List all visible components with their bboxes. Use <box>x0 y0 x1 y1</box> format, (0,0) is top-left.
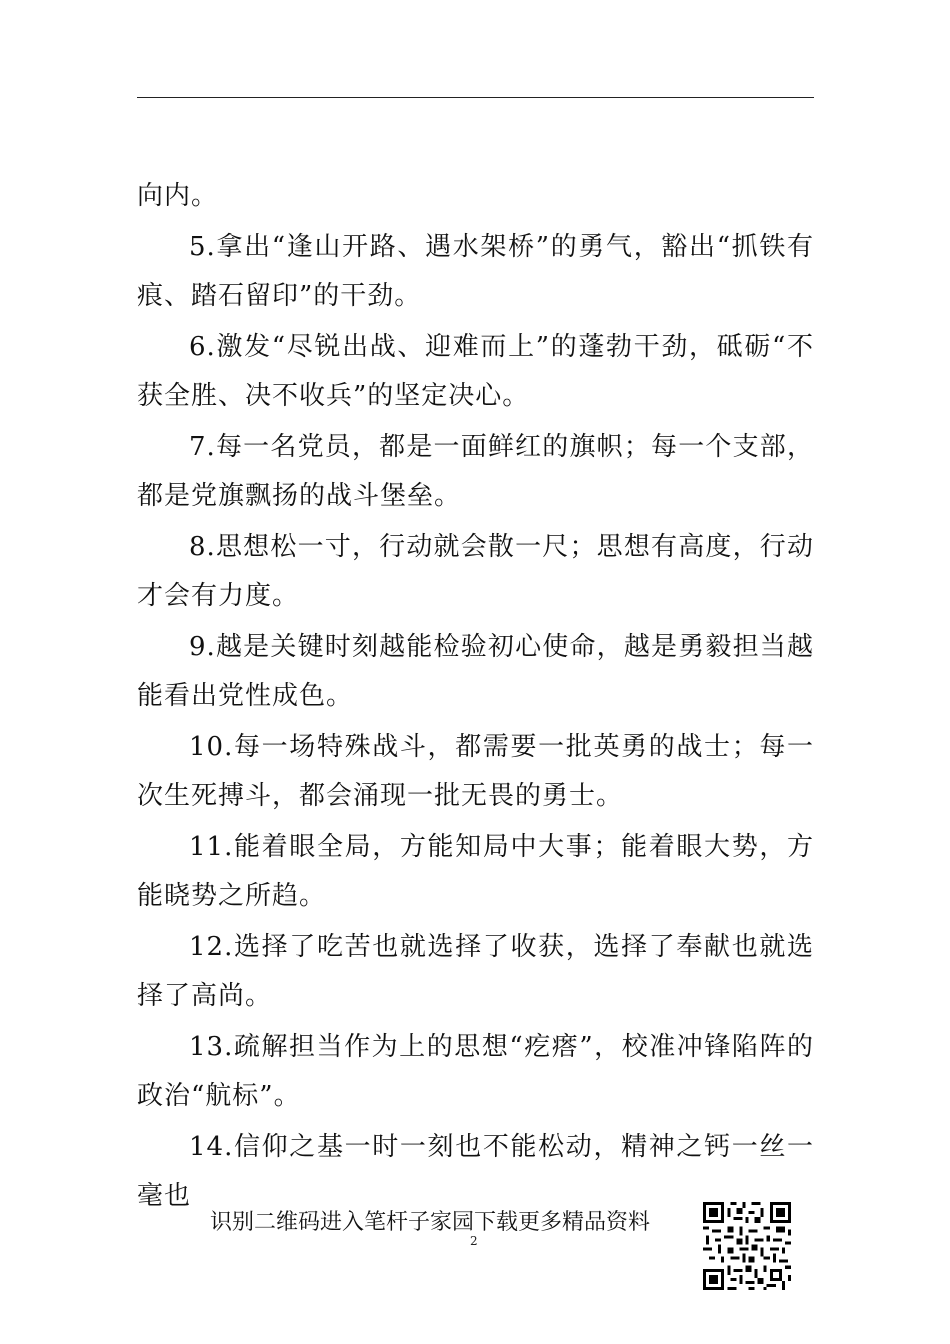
header-rule <box>137 97 814 98</box>
paragraph-10: 10.每一场特殊战斗，都需要一批英勇的战士；每一次生死搏斗，都会涌现一批无畏的勇士。 <box>137 732 814 811</box>
qr-code-icon <box>703 1202 791 1290</box>
paragraph-12: 12.选择了吃苦也就选择了收获，选择了奉献也就选择了高尚。 <box>137 932 814 1011</box>
paragraph-5: 5.拿出“逢山开路、遇水架桥”的勇气，豁出“抓铁有痕、踏石留印”的干劲。 <box>137 232 814 311</box>
document-body <box>137 172 814 1223</box>
page-number: 2 <box>470 1234 478 1248</box>
paragraph-9: 9.越是关键时刻越能检验初心使命，越是勇毅担当越能看出党性成色。 <box>137 632 814 711</box>
paragraph-13: 13.疏解担当作为上的思想“疙瘩”，校准冲锋陷阵的政治“航标”。 <box>137 1032 814 1111</box>
paragraph-7: 7.每一名党员，都是一面鲜红的旗帜；每一个支部，都是党旗飘扬的战斗堡垒。 <box>137 432 814 511</box>
paragraph-8: 8.思想松一寸，行动就会散一尺；思想有高度，行动才会有力度。 <box>137 532 814 611</box>
paragraph-6: 6.激发“尽锐出战、迎难而上”的蓬勃干劲，砥砺“不获全胜、决不收兵”的坚定决心。 <box>137 332 814 411</box>
footer-promo-text: 识别二维码进入笔杆子家园下载更多精品资料 <box>210 1210 651 1235</box>
paragraph-14: 14.信仰之基一时一刻也不能松动，精神之钙一丝一毫也 <box>137 1132 814 1211</box>
paragraph-11: 11.能着眼全局，方能知局中大事；能着眼大势，方能晓势之所趋。 <box>137 832 814 911</box>
paragraph-continuation: 向内。 <box>137 181 219 211</box>
